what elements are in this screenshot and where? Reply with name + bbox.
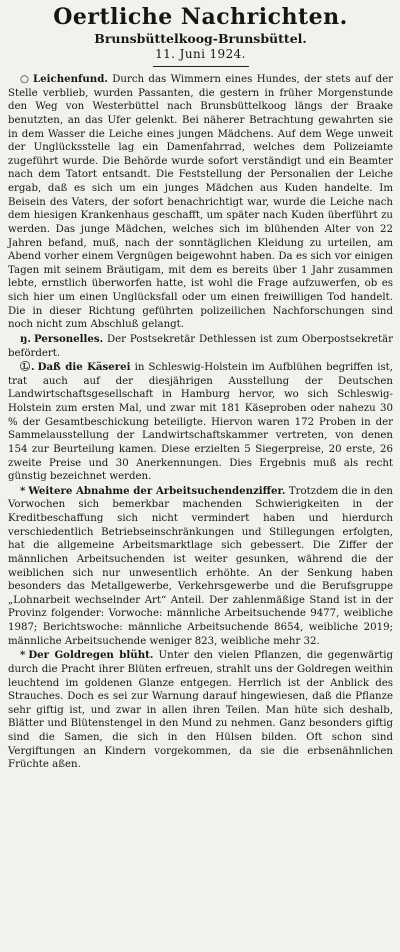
section-subtitle: Brunsbüttelkoog-Brunsbüttel. — [94, 31, 307, 46]
masthead — [8, 4, 393, 61]
article-goldregen — [8, 649, 393, 772]
header-rule-wrap — [8, 66, 393, 67]
article-kaeserei — [8, 361, 393, 484]
article-personelles — [8, 333, 393, 360]
article-headline: Personelles. — [33, 332, 104, 345]
article-headline: Daß die Käserei — [37, 361, 131, 374]
article-marker: * — [20, 484, 26, 497]
article-body: Durch das Wimmern eines Hundes, der stets auf der Stelle verblieb, wurden Passanten, die gestern in früher Morgenstunde den Weg von Westerbüttel nach Brunsbüttelkoog längs der Braake benutzten, an das Ufer gelenkt. Bei näherer Betrachtung gewahrten sie in dem Wasser die Leiche eines jungen Mädchens. Auf dem Wege unweit der Unglücksstelle lag ein Damenfahrrad, welches dem Polizeiamte zugeführt wurde. Die Behörde wurde sofort verständigt und ein Beamter nach dem Tatort entsandt. Die Feststellung der Personalien der Leiche ergab, daß es sich um ein junges Mädchen aus Kuden handelte. Im Beisein des Vaters, der sofort benachrichtigt war, wurde die Leiche nach dem hiesigen Krankenhaus geschafft, um später nach Kuden überführt zu werden. Das junge Mädchen, welches sich im blühenden Alter von 22 Jahren befand, muß, nach der sonntäglichen Kleidung zu urteilen, am Abend vorher einem Vergnügen beigewohnt haben. Da es sich vor einigen Tagen mit seinem Bräutigam, mit dem es bereits über 1 Jahr zusammen lebte, ernstlich überworfen hatte, ist wohl die Frage aufzuwerfen, ob es sich hier um einen Unglücksfall oder um einen freiwilligen Tod handelt. Die in dieser Richtung geführten polizeilichen Nachforschungen sind noch nicht zum Abschluß gelangt. — [8, 74, 393, 331]
header-rule — [153, 66, 249, 67]
issue-date: 11. Juni 1924. — [155, 47, 246, 61]
article-marker: ○ — [20, 73, 30, 85]
article-headline: Leichenfund. — [33, 73, 108, 85]
article-body: Unter den vielen Pflanzen, die gegenwärtig durch die Pracht ihrer Blüten erfreuen, strahlt uns der Goldregen weithin leuchtend im goldenen Glanze entgegen. Herrlich ist der Anblick des Strauches. Doch es sei zur Warnung darauf hingewiesen, daß die Pflanze sehr giftig ist, und zwar in allen ihren Teilen. Man hüte sich deshalb, Blätter und Blütenstengel in den Mund zu nehmen. Ganz besonders giftig sind die Samen, die sich in den Hülsen bilden. Oft schon sind Vergiftungen an Kindern vorgekommen, da sie die erbsenähnlichen Früchte aßen. — [8, 650, 393, 771]
article-body: in Schleswig-Holstein im Aufblühen begriffen ist, trat auch auf der diesjährigen Ausstellung der Deutschen Landwirtschaftsgesellschaft in Hamburg hervor, wo sich Schleswig-Holstein zum ersten Mal, und zwar mit 181 Käseproben oder nahezu 30 % der Gesamtbeschickung beteiligte. Hiervon waren 172 Proben in der Sammelausstellung der Landwirtschaftskammer vertreten, von denen 154 zur Beurteilung kamen. Diese erzielten 5 Siegerpreise, 20 erste, 26 zweite Preise und 30 Anerkennungen. Dies Ergebnis muß als recht günstig bezeichnet werden. — [8, 362, 394, 483]
article-marker: * — [20, 649, 26, 662]
article-body: Trotzdem die in den Vorwochen sich bemerkbar machenden Schwierigkeiten in der Kreditbeschaffung sich nicht vermindert haben und hierdurch verschiedentlich Betriebseinschränkungen und Stillegungen erfolgten, hat die allgemeine Arbeitsmarktlage sich gebessert. Die Ziffer der männlichen Arbeitsuchenden ist weiter gesunken, während die der weiblichen sich nur unwesentlich erhöhte. An der Senkung haben besonders das Metallgewerbe, Verkehrsgewerbe und die Berufsgruppe „Lohnarbeit wechselnder Art“ Anteil. Der zahlenmäßige Stand ist in der Provinz folgender: Vorwoche: männliche Arbeitsuchende 9477, weibliche 1987; Berichtswoche: männliche Arbeitsuchende 8654, weibliche 2019; männliche Arbeitsuchende weniger 823, weibliche mehr 32. — [8, 485, 393, 647]
article-headline: Weitere Abnahme der Arbeitsuchendenziffer. — [28, 484, 286, 497]
article-marker: Ⓛ. — [20, 361, 35, 374]
section-title: Oertliche Nachrichten. — [53, 4, 348, 30]
article-body: Der Postsekretär Dethlessen ist zum Oberpostsekretär befördert. — [8, 333, 393, 359]
article-marker: ŋ. — [20, 332, 31, 345]
article-headline: Der Goldregen blüht. — [28, 649, 154, 662]
article-leichenfund — [8, 73, 393, 332]
article-arbeitsuchende — [8, 485, 393, 649]
